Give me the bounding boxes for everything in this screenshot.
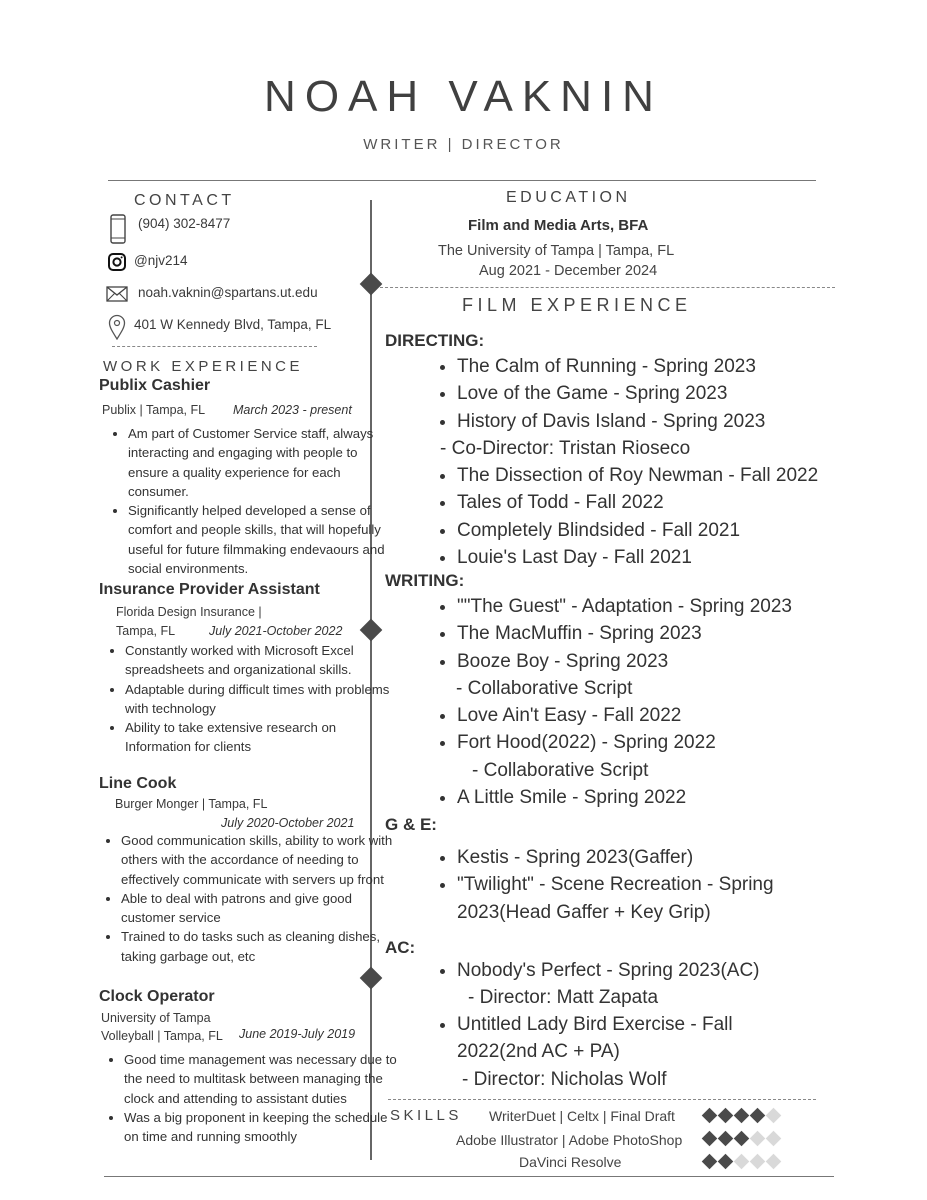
list-item: • Nobody's Perfect - Spring 2023(AC)	[457, 957, 917, 984]
ac-continuation: 2022(2nd AC + PA)	[457, 1041, 620, 1062]
list-item: • Constantly worked with Microsoft Excel spreadsheets and organizational skills.	[125, 641, 400, 680]
job-bullets	[93, 831, 400, 966]
job-org: Florida Design Insurance |	[116, 605, 262, 619]
contact-heading: CONTACT	[134, 192, 235, 209]
divider	[112, 346, 317, 347]
timeline-diamond	[360, 619, 383, 642]
directing-list	[385, 353, 917, 435]
skill-label: WriterDuet | Celtx | Final Draft	[489, 1108, 675, 1124]
list-item: • Booze Boy - Spring 2023	[457, 648, 917, 675]
ac-list	[385, 1011, 917, 1038]
list-item: • Love of the Game - Spring 2023	[457, 380, 917, 407]
job-org-line2: Tampa, FL	[116, 624, 176, 638]
job-org: University of Tampa	[101, 1011, 211, 1025]
mail-icon	[106, 286, 128, 302]
ac-list	[385, 957, 917, 984]
list-item: • Able to deal with patrons and give good customer service	[121, 889, 400, 928]
job-org: Burger Monger | Tampa, FL	[115, 797, 268, 811]
job-bullets	[100, 424, 400, 578]
ge-label: G & E:	[385, 815, 437, 834]
list-item: • Ability to take extensive research on Information for clients	[125, 718, 400, 757]
list-item: • History of Davis Island - Spring 2023	[457, 408, 917, 435]
writing-list	[385, 784, 917, 811]
list-item: • Kestis - Spring 2023(Gaffer)	[457, 844, 917, 871]
timeline-diamond	[360, 967, 383, 990]
job-title: Insurance Provider Assistant	[99, 581, 320, 598]
education-dates: Aug 2021 - December 2024	[479, 263, 658, 279]
contact-phone: (904) 302-8477	[138, 216, 231, 231]
ac-note: - Director: Matt Zapata	[468, 987, 659, 1008]
instagram-icon	[108, 253, 126, 271]
list-item: • Good communication skills, ability to work with others with the accordance of needing to effectively communicate with servers up front	[121, 831, 400, 889]
ge-list	[385, 844, 917, 899]
job-org-line2: Volleyball | Tampa, FL	[101, 1029, 223, 1043]
skills-heading: SKILLS	[390, 1107, 462, 1124]
skill-diamond-empty	[766, 1108, 782, 1124]
list-item: • Louie's Last Day - Fall 2021	[457, 544, 917, 571]
list-item: • ""The Guest" - Adaptation - Spring 2023	[457, 593, 917, 620]
skill-diamond-filled	[702, 1131, 718, 1147]
skill-diamond-empty	[766, 1154, 782, 1170]
skill-diamond-filled	[734, 1131, 750, 1147]
job-dates: March 2023 - present	[233, 403, 352, 417]
writing-note: - Collaborative Script	[456, 678, 633, 699]
phone-icon	[110, 214, 126, 244]
list-item: • The MacMuffin - Spring 2023	[457, 620, 917, 647]
job-title: Clock Operator	[99, 988, 215, 1005]
list-item: • The Calm of Running - Spring 2023	[457, 353, 917, 380]
film-heading: FILM EXPERIENCE	[462, 295, 692, 315]
list-item: • Significantly helped developed a sense of comfort and people skills, that will hopefully useful for future filmmaking endevaours and social environments.	[128, 501, 400, 578]
skill-diamond-filled	[718, 1108, 734, 1124]
writing-list	[385, 593, 917, 675]
ac-label: AC:	[385, 938, 416, 957]
education-school: The University of Tampa | Tampa, FL	[438, 243, 675, 259]
contact-address: 401 W Kennedy Blvd, Tampa, FL	[134, 317, 332, 332]
list-item: • Good time management was necessary due to the need to multitask between managing the clock and attending to assistant duties	[124, 1050, 401, 1108]
skill-diamond-filled	[702, 1154, 718, 1170]
job-title: Publix Cashier	[99, 377, 211, 394]
timeline-diamond	[360, 273, 383, 296]
list-item: • A Little Smile - Spring 2022	[457, 784, 917, 811]
job-org: Publix | Tampa, FL	[102, 403, 206, 417]
skill-diamond-filled	[702, 1108, 718, 1124]
divider	[380, 287, 835, 288]
skill-label: DaVinci Resolve	[519, 1154, 622, 1170]
education-heading: EDUCATION	[506, 189, 631, 206]
job-dates: July 2020-October 2021	[221, 816, 355, 830]
skill-diamond-filled	[718, 1131, 734, 1147]
list-item: • The Dissection of Roy Newman - Fall 2022	[457, 462, 917, 489]
list-item: • Untitled Lady Bird Exercise - Fall	[457, 1011, 917, 1038]
skill-diamond-empty	[734, 1154, 750, 1170]
directing-list	[385, 462, 917, 571]
divider	[388, 1099, 816, 1100]
job-dates: June 2019-July 2019	[239, 1027, 356, 1041]
directing-label: DIRECTING:	[385, 331, 485, 350]
list-item: • Was a big proponent in keeping the schedule on time and running smoothly	[124, 1108, 401, 1147]
skill-diamond-empty	[766, 1131, 782, 1147]
name-heading: NOAH VAKNIN	[264, 72, 663, 121]
job-bullets	[96, 1050, 401, 1146]
writing-label: WRITING:	[385, 571, 465, 590]
location-pin-icon	[108, 314, 126, 340]
list-item: • Tales of Todd - Fall 2022	[457, 489, 917, 516]
education-degree: Film and Media Arts, BFA	[468, 217, 649, 234]
skill-diamond-empty	[750, 1131, 766, 1147]
list-item: • Am part of Customer Service staff, always interacting and engaging with people to ensure a quality experience for each consumer.	[128, 424, 400, 501]
divider	[108, 180, 816, 181]
list-item: • Adaptable during difficult times with problems with technology	[125, 680, 400, 719]
writing-note: - Collaborative Script	[472, 760, 649, 781]
work-heading: WORK EXPERIENCE	[103, 358, 304, 375]
list-item: • Fort Hood(2022) - Spring 2022	[457, 729, 917, 756]
skill-diamond-empty	[750, 1154, 766, 1170]
list-item: • Trained to do tasks such as cleaning dishes, taking garbage out, etc	[121, 927, 400, 966]
ac-note: - Director: Nicholas Wolf	[462, 1069, 667, 1090]
skill-label: Adobe Illustrator | Adobe PhotoShop	[456, 1132, 683, 1148]
ge-continuation: 2023(Head Gaffer + Key Grip)	[457, 902, 711, 923]
list-item: • "Twilight" - Scene Recreation - Spring	[457, 871, 917, 898]
list-item: • Love Ain't Easy - Fall 2022	[457, 702, 917, 729]
skill-diamond-filled	[734, 1108, 750, 1124]
skill-diamond-filled	[750, 1108, 766, 1124]
subtitle: WRITER | DIRECTOR	[363, 136, 564, 153]
job-dates: July 2021-October 2022	[209, 624, 343, 638]
job-title: Line Cook	[99, 775, 177, 792]
skill-diamond-filled	[718, 1154, 734, 1170]
directing-note: - Co-Director: Tristan Rioseco	[440, 438, 691, 459]
divider	[104, 1176, 834, 1177]
writing-list	[385, 702, 917, 757]
contact-email: noah.vaknin@spartans.ut.edu	[138, 285, 318, 300]
list-item: • Completely Blindsided - Fall 2021	[457, 517, 917, 544]
job-bullets	[97, 641, 400, 757]
contact-instagram: @njv214	[134, 253, 188, 268]
